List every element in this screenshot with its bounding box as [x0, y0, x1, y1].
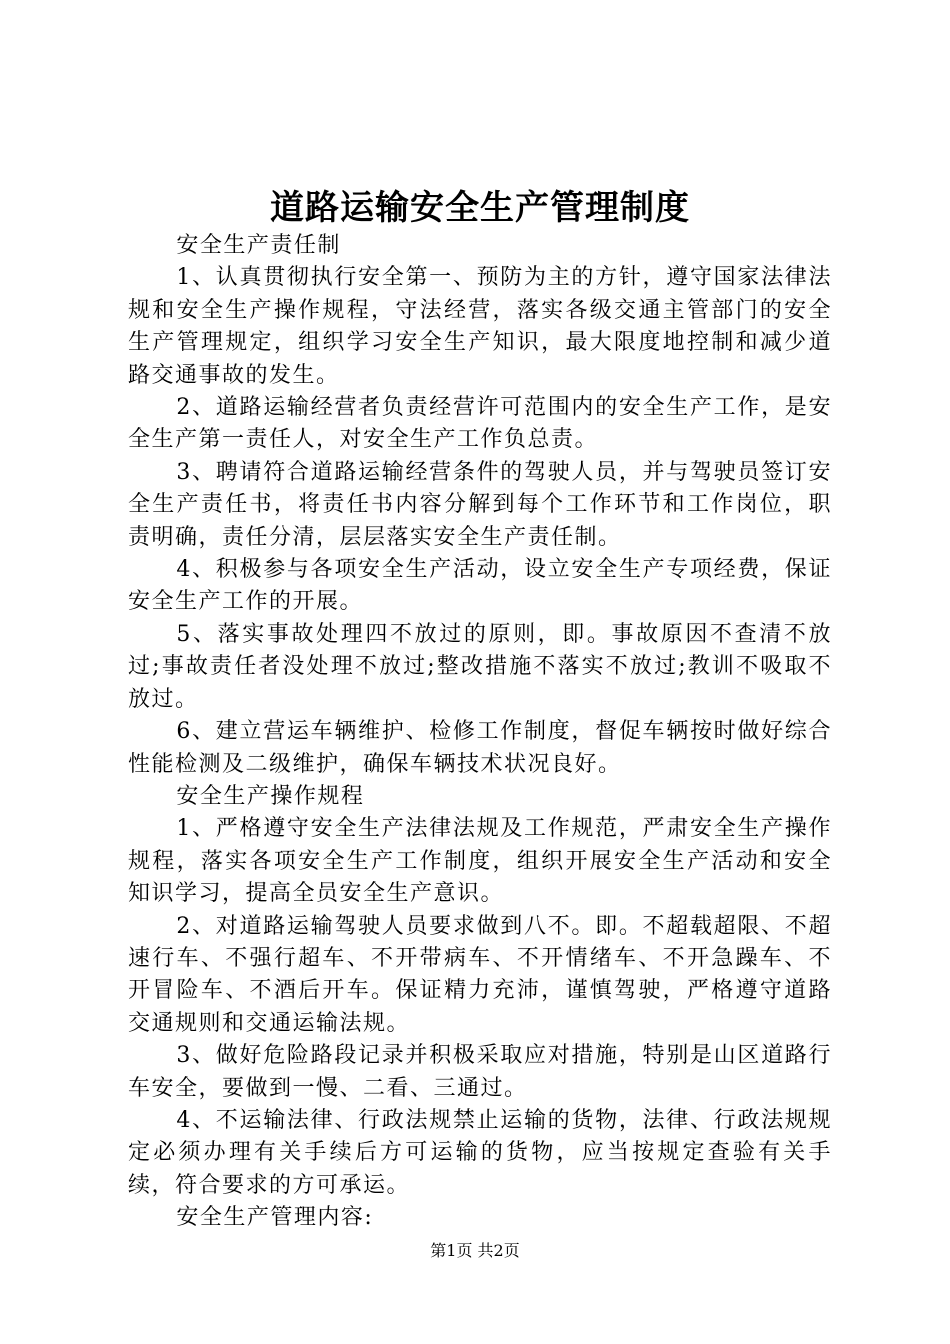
page-number: 第1页 共2页: [430, 1241, 520, 1260]
paragraph: 4、不运输法律、行政法规禁止运输的货物，法律、行政法规规定必须办理有关手续后方可运输的货物，应当按规定查验有关手续，符合要求的方可承运。: [128, 1107, 832, 1198]
paragraph: 2、道路运输经营者负责经营许可范围内的安全生产工作，是安全生产第一责任人，对安全生产工作负总责。: [128, 395, 832, 453]
section-heading-management: 安全生产管理内容:: [176, 1205, 374, 1231]
paragraph: 1、严格遵守安全生产法律法规及工作规范，严肃安全生产操作规程，落实各项安全生产工作制度，组织开展安全生产活动和安全知识学习，提高全员安全生产意识。: [128, 816, 832, 907]
paragraph: 3、聘请符合道路运输经营条件的驾驶人员，并与驾驶员签订安全生产责任书，将责任书内容分解到每个工作环节和工作岗位，职责明确，责任分清，层层落实安全生产责任制。: [128, 459, 832, 550]
paragraph: 2、对道路运输驾驶人员要求做到八不。即。不超载超限、不超速行车、不强行超车、不开带病车、不开情绪车、不开急躁车、不开冒险车、不酒后开车。保证精力充沛，谨慎驾驶，严格遵守道路交通规则和交通运输法规。: [128, 913, 832, 1036]
paragraph: 5、落实事故处理四不放过的原则，即。事故原因不查清不放过;事故责任者没处理不放过;整改措施不落实不放过;教训不吸取不放过。: [128, 621, 832, 712]
document-title: 道路运输安全生产管理制度: [270, 188, 690, 228]
section-heading-responsibility: 安全生产责任制: [176, 233, 341, 258]
paragraph: 1、认真贯彻执行安全第一、预防为主的方针，遵守国家法律法规和安全生产操作规程，守法经营，落实各级交通主管部门的安全生产管理规定，组织学习安全生产知识，最大限度地控制和减少道路交通事故的发生。: [128, 265, 832, 388]
document-page: [128, 0, 832, 1344]
document-body: [128, 230, 832, 1235]
paragraph: 3、做好危险路段记录并积极采取应对措施，特别是山区道路行车安全，要做到一慢、二看、三通过。: [128, 1043, 832, 1101]
section-heading-operation: 安全生产操作规程: [176, 783, 365, 809]
paragraph: 4、积极参与各项安全生产活动，设立安全生产专项经费，保证安全生产工作的开展。: [128, 557, 832, 615]
page-footer: [0, 1240, 950, 1262]
paragraph: 6、建立营运车辆维护、检修工作制度，督促车辆按时做好综合性能检测及二级维护，确保车辆技术状况良好。: [128, 719, 832, 777]
